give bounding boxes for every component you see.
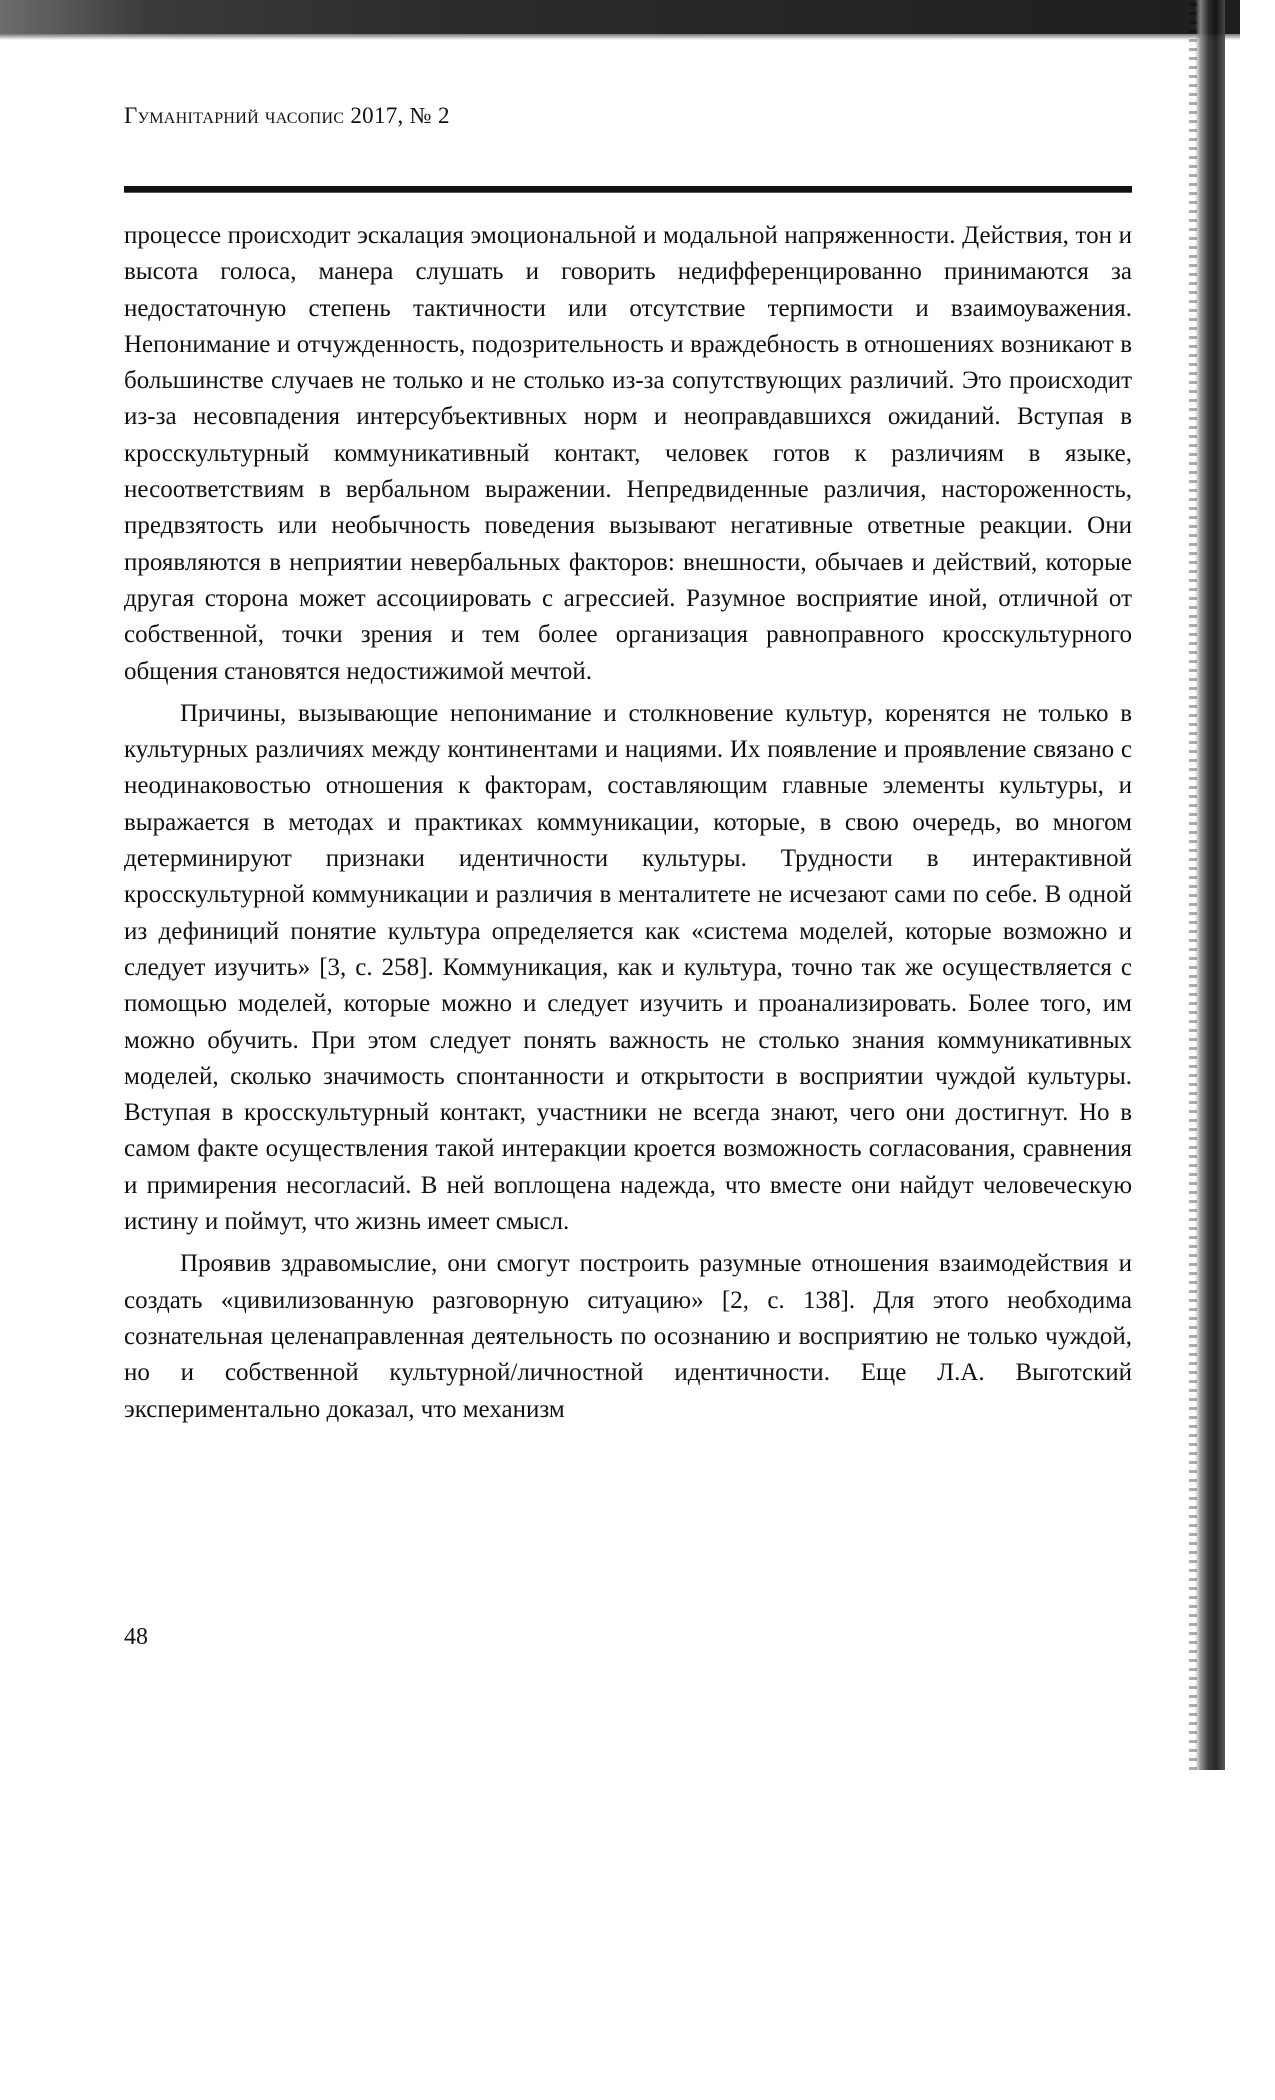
paragraph-2: Причины, вызывающие непонимание и столкновение культур, коренятся не только в культурных различиях между континентами и нациями. Их появление и проявление связано с неодинаковостью отношения к факторам, составляющим главные элементы культуры, и выражается в методах и практиках коммуникации, которые, в свою очередь, во многом детерминируют признаки идентичности культуры. Трудности в интерактивной кросскультурной коммуникации и различия в менталитете не исчезают сами по себе. В одной из дефиниций понятие культура определяется как «система моделей, которые возможно и следует изучить» [3, с. 258]. Коммуникация, как и культура, точно так же осуществляется с помощью моделей, которые можно и следует изучить и проанализировать. Более того, им можно обучить. При этом следует понять важность не столько знания коммуникативных моделей, сколько значимость спонтанности и открытости в восприятии чуждой культуры. Вступая в кросскультурный контакт, участники не всегда знают, чего они достигнут. Но в самом факте осуществления такой интеракции кроется возможность согласования, сравнения и примирения несогласий. В ней воплощена надежда, что вместе они найдут человеческую истину и поймут, что жизнь имеет смысл. <box>124 699 1132 1236</box>
scan-right-edge <box>1195 0 1225 1770</box>
header-rule <box>124 186 1132 193</box>
paragraph-3: Проявив здравомыслие, они смогут построить разумные отношения взаимодействия и создать «цивилизованную разговорную ситуацию» [2, с. 138]. Для этого необходима сознательная целенаправленная деятельность по осознанию и восприятию не только чуждой, но и собственной культурной/личностной идентичности. Еще Л.А. Выготский экспериментально доказал, что механизм <box>124 1250 1132 1423</box>
page-number: 48 <box>124 1624 148 1650</box>
article-body <box>124 218 1132 1434</box>
paragraph-1: процессе происходит эскалация эмоциональной и модальной напряженности. Действия, тон и высота голоса, манера слушать и говорить недифференцированно принимаются за недостаточную степень тактичности или отсутствие терпимости и взаимоуважения. Непонимание и отчужденность, подозрительность и враждебность в отношениях возникают в большинстве случаев не только и не столько из-за сопутствующих различий. Это происходит из-за несовпадения интерсубъективных норм и неоправдавшихся ожиданий. Вступая в кросскультурный коммуникативный контакт, человек готов к различиям в языке, несоответствиям в вербальном выражении. Непредвиденные различия, настороженность, предвзятость или необычность поведения вызывают негативные ответные реакции. Они проявляются в неприятии невербальных факторов: внешности, обычаев и действий, которые другая сторона может ассоциировать с агрессией. Разумное восприятие иной, отличной от собственной, точки зрения и тем более организация равноправного кросскультурного общения становятся недостижимой мечтой. <box>124 222 1132 685</box>
journal-running-header: Гуманітарний часопис 2017, № 2 <box>124 103 450 128</box>
scan-top-edge <box>0 0 1240 34</box>
